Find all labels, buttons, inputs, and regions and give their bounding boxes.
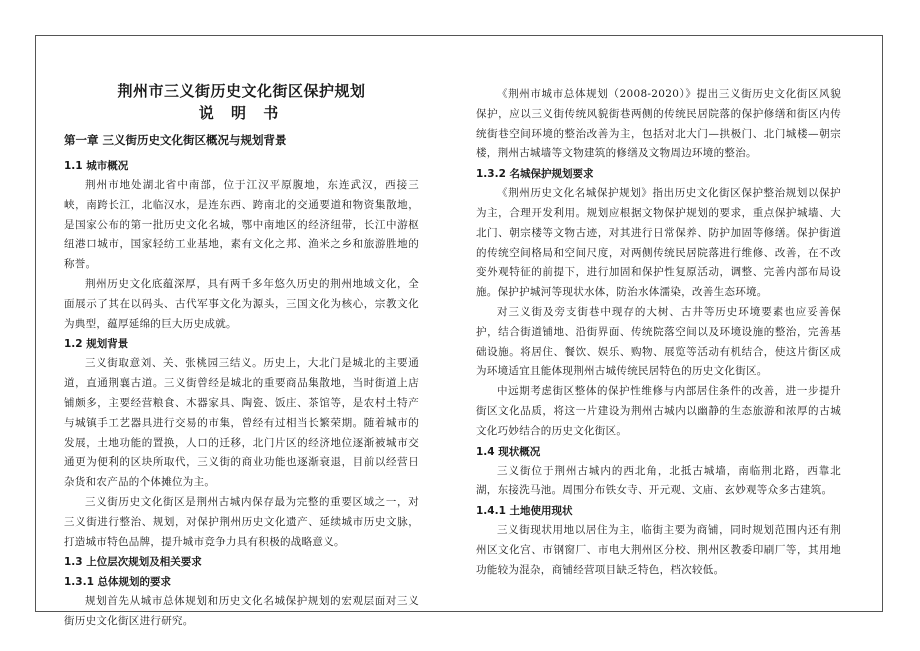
subsection-heading-1-3-2: 1.3.2 名城保护规划要求 — [476, 168, 594, 181]
paragraph: 对三义街及旁支街巷中现存的大树、古井等历史环境要素也应妥善保护，结合街道铺地、沿街界面、传统院落空间以及环境设施的整治，完善基础设施。将居住、餐饮、娱乐、购物、展览等活动有机结合，使这片街区成为环境适宜且能体现荆州古城传统民居特色的历史文化街区。 — [476, 305, 841, 378]
section-heading-1-4: 1.4 现状概况 — [476, 445, 541, 458]
left-text-flow — [64, 130, 419, 632]
subsection-heading-1-3-1: 1.3.1 总体规划的要求 — [64, 576, 172, 589]
paragraph: 《荆州市城市总体规划（2008-2020）》提出三义街历史文化街区风貌保护，应以三义街传统风貌街巷两侧的传统民居院落的保护修缮和街区内传统街巷空间环境的整治改善为主，包括对北大门—拱极门、北门城楼—朝宗楼，荆州古城墙等文物建筑的修缮及文物周边环境的整治。 — [476, 88, 841, 160]
document-page — [35, 35, 883, 628]
document-subtitle: 说 明 书 — [198, 104, 285, 122]
right-text-flow — [476, 85, 841, 581]
paragraph: 三义街位于荆州古城内的西北角，北抵古城墙，南临荆北路，西靠北湖，东接洗马池。周围分布铁女寺、开元观、文庙、玄妙观等众多古建筑。 — [476, 464, 841, 497]
subsection-heading-1-4-1: 1.4.1 土地使用现状 — [476, 505, 573, 518]
paragraph: 三义街取意刘、关、张桃园三结义。历史上，大北门是城北的主要通道，直通荆襄古道。三义街曾经是城北的重要商品集散地，当时街道上店铺颇多，主要经营粮食、木器家具、陶瓷、饭庄、茶馆等，是农村土特产与城镇手工艺器具进行交易的市集，曾经有过相当长繁荣期。随着城市的发展，土地功能的置换，人口的迁移，北门片区的经济地位逐渐被城市交通更为便利的区块所取代，三义街的商业功能也逐渐衰退，目前以经营日杂货和农产品的个体摊位为主。 — [64, 357, 419, 489]
chapter-heading: 第一章 三义街历史文化街区概况与规划背景 — [64, 133, 287, 147]
paragraph: 荆州历史文化底蕴深厚，具有两千多年悠久历史的荆州地域文化，全面展示了其在以码头、古代军事文化为源头，三国文化为核心，宗教文化为典型，蕴厚延绵的巨大历史成就。 — [64, 277, 419, 330]
section-heading-1-2: 1.2 规划背景 — [64, 338, 129, 351]
paragraph: 三义街现状用地以居住为主，临街主要为商铺，同时规划范围内还有荆州区文化宫、市钢窗厂、市电大荆州区分校、荆州区教委印刷厂等，其用地功能较为混杂，商铺经营项目缺乏特色，档次较低。 — [476, 524, 841, 576]
document-title: 荆州市三义街历史文化街区保护规划 — [117, 82, 366, 100]
paragraph: 中远期考虑街区整体的保护性维修与内部居住条件的改善，进一步提升街区文化品质，将这一片建设为荆州古城内以幽静的生态旅游和浓厚的古城文化巧妙结合的历史文化街区。 — [476, 385, 841, 437]
paragraph: 三义街历史文化街区是荆州古城内保存最为完整的重要区域之一，对三义街进行整治、规划，对保护荆州历史文化遗产、延续城市历史文脉，打造城市特色品牌，提升城市竞争力具有积极的战略意义。 — [64, 495, 419, 548]
paragraph: 荆州市地处湖北省中南部，位于江汉平原腹地，东连武汉，西接三峡，南跨长江，北临汉水，是连东西、跨南北的交通要道和物资集散地，是国家公布的第一批历史文化名城，鄂中南地区的经济纽带，长江中游枢纽港口城市，国家轻纺工业基地，素有文化之邦、渔米之乡和旅游胜地的称誉。 — [64, 179, 419, 271]
paragraph: 规划首先从城市总体规划和历史文化名城保护规划的宏观层面对三义街历史文化街区进行研究。 — [64, 595, 419, 628]
paragraph: 《荆州历史文化名城保护规划》指出历史文化街区保护整治规划以保护为主，合理开发利用。规划应根据文物保护规划的要求，重点保护城墙、大北门、朝宗楼等文物古迹，对其进行日常保养、防护加固等修缮。保护街道的传统空间格局和空间尺度，对两侧传统民居院落进行维修、改善，在不改变外观特征的前提下，进行加固和保护性复原活动，调整、完善内部布局设施。保护护城河等现状水体，防治水体濡染，改善生态环境。 — [476, 187, 841, 299]
section-heading-1-1: 1.1 城市概况 — [64, 160, 129, 172]
section-heading-1-3: 1.3 上位层次规划及相关要求 — [64, 556, 202, 569]
